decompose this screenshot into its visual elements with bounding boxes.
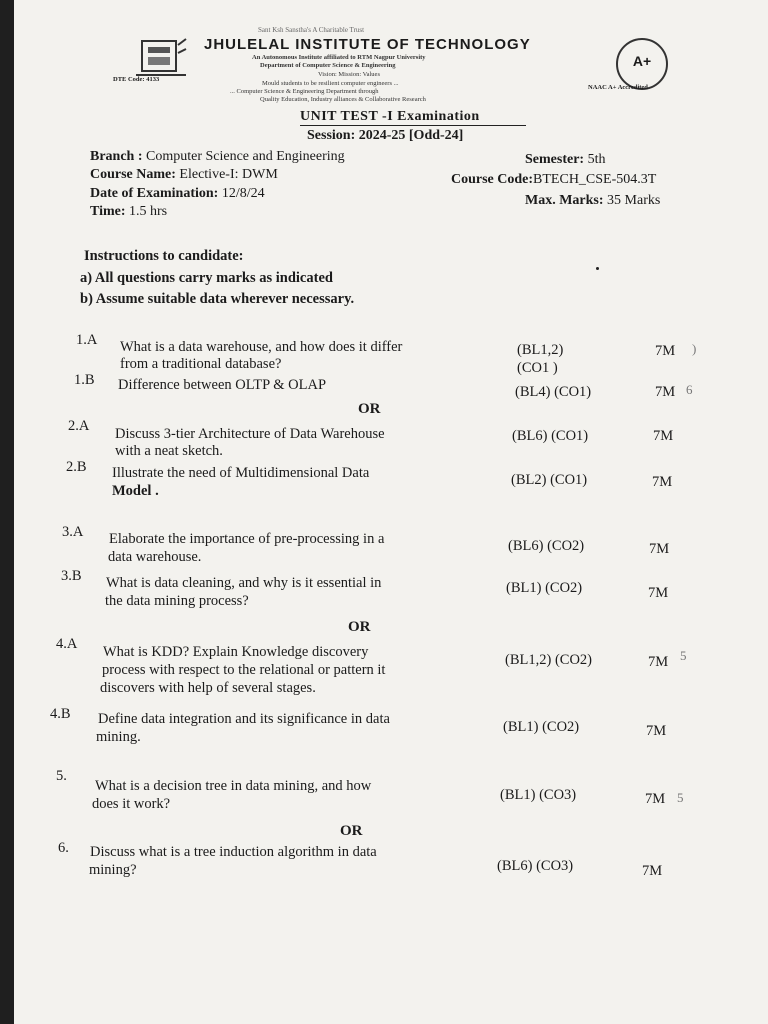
question-bl-co: (BL4) (CO1)	[515, 384, 592, 400]
naac-label: NAAC A+ Accredited	[588, 84, 648, 91]
trust-line: Sant Ksh Sanstha's A Charitable Trust	[258, 26, 365, 34]
question-text-line: the data mining process?	[105, 593, 249, 609]
question-text-line: does it work?	[92, 796, 171, 812]
naac-grade: A+	[632, 53, 652, 69]
question-bl-co: (BL1,2) (CO2)	[505, 652, 592, 668]
photo-dark-edge	[0, 0, 14, 1024]
question-marks: 7M	[653, 428, 674, 444]
question-text-line: mining?	[89, 862, 137, 878]
exam-date-row: Date of Examination: 12/8/24	[90, 186, 265, 201]
semester-row: Semester: 5th	[525, 152, 606, 167]
question-text-line: process with respect to the relational or pattern it	[102, 662, 386, 678]
question-text-line: with a neat sketch.	[115, 443, 223, 459]
question-number: 4.A	[56, 636, 78, 652]
question-marks: 7M	[646, 723, 667, 739]
course-name-row: Course Name: Elective-I: DWM	[90, 167, 278, 182]
question-text-line: Define data integration and its significance in data	[98, 711, 390, 727]
question-marks: 7M	[648, 585, 669, 601]
question-number: 5.	[56, 768, 67, 784]
header-subline-5: ... Computer Science & Engineering Department through	[230, 88, 379, 95]
question-text-line: Illustrate the need of Multidimensional Data	[112, 465, 370, 481]
question-number: 2.B	[66, 459, 87, 475]
title-underline	[300, 125, 526, 126]
instruction-a: a) All questions carry marks as indicated	[80, 270, 333, 286]
dte-code: DTE Code: 4133	[113, 76, 160, 83]
question-text-line: Discuss what is a tree induction algorithm in data	[90, 844, 377, 860]
institute-logo-icon	[134, 35, 188, 81]
question-text-line: What is a data warehouse, and how does it differ	[120, 339, 403, 355]
question-text-line: Difference between OLTP & OLAP	[118, 377, 327, 393]
question-number: 3.B	[61, 568, 82, 584]
question-bl-co: (BL1) (CO2)	[503, 719, 580, 735]
exam-session: Session: 2024-25 [Odd-24]	[307, 128, 464, 143]
question-marks: 7M	[655, 384, 676, 400]
question-text-line: What is data cleaning, and why is it essential in	[106, 575, 382, 591]
question-text-line: Elaborate the importance of pre-processing in a	[109, 531, 385, 547]
margin-mark: 5	[680, 648, 687, 663]
question-bl-co: (BL6) (CO1)	[512, 428, 589, 444]
question-bl-co: (BL1) (CO2)	[506, 580, 583, 596]
branch-row: Branch : Computer Science and Engineering	[90, 149, 345, 164]
question-marks: 7M	[652, 474, 673, 490]
question-bl-co: (BL1) (CO3)	[500, 787, 577, 803]
question-text-line: What is KDD? Explain Knowledge discovery	[103, 644, 369, 660]
time-row: Time: 1.5 hrs	[90, 204, 168, 219]
question-text-line: Discuss 3-tier Architecture of Data Warehouse	[115, 426, 385, 442]
question-bl-co: (BL6) (CO3)	[497, 858, 574, 874]
margin-mark: )	[692, 341, 697, 356]
question-text-line: discovers with help of several stages.	[100, 680, 316, 696]
course-code-row: Course Code:BTECH_CSE-504.3T	[451, 172, 657, 187]
question-bl-co: (BL2) (CO1)	[511, 472, 588, 488]
header-subline-1: An Autonomous Institute affiliated to RTM Nagpur University	[252, 54, 426, 61]
or-divider: OR	[340, 823, 363, 839]
exam-title: UNIT TEST -I Examination	[300, 109, 480, 124]
question-number: 4.B	[50, 706, 71, 722]
question-text-line: from a traditional database?	[120, 356, 282, 372]
question-marks: 7M	[655, 343, 676, 359]
question-bl: (BL1,2)	[517, 342, 564, 358]
question-co: (CO1 )	[517, 360, 558, 376]
question-text-line: data warehouse.	[108, 549, 202, 565]
question-marks: 7M	[648, 654, 669, 670]
question-bl-co: (BL6) (CO2)	[508, 538, 585, 554]
question-number: 3.A	[62, 524, 84, 540]
naac-seal-icon	[616, 38, 668, 90]
or-divider: OR	[348, 619, 371, 635]
question-marks: 7M	[649, 541, 670, 557]
instructions-heading: Instructions to candidate:	[84, 248, 244, 264]
question-number: 1.A	[76, 332, 98, 348]
or-divider: OR	[358, 401, 381, 417]
ink-dot	[596, 267, 599, 270]
question-number: 6.	[58, 840, 69, 856]
question-text-line: Model .	[112, 483, 159, 499]
question-text-line: mining.	[96, 729, 141, 745]
margin-mark: 6	[686, 382, 693, 397]
header-subline-4: Mould students to be resilient computer engineers ...	[262, 80, 399, 87]
question-number: 1.B	[74, 372, 95, 388]
instruction-b: b) Assume suitable data wherever necessary.	[80, 291, 355, 307]
header-subline-2: Department of Computer Science & Engineering	[260, 62, 396, 69]
margin-mark: 5	[677, 790, 684, 805]
question-marks: 7M	[645, 791, 666, 807]
header-subline-3: Vision: Mission: Values	[318, 71, 380, 78]
max-marks-row: Max. Marks: 35 Marks	[525, 193, 661, 208]
question-number: 2.A	[68, 418, 90, 434]
question-marks: 7M	[642, 863, 663, 879]
header-subline-6: Quality Education, Industry alliances & Collaborative Research	[260, 96, 426, 103]
institute-name: JHULELAL INSTITUTE OF TECHNOLOGY	[204, 36, 531, 53]
question-text-line: What is a decision tree in data mining, and how	[95, 778, 372, 794]
